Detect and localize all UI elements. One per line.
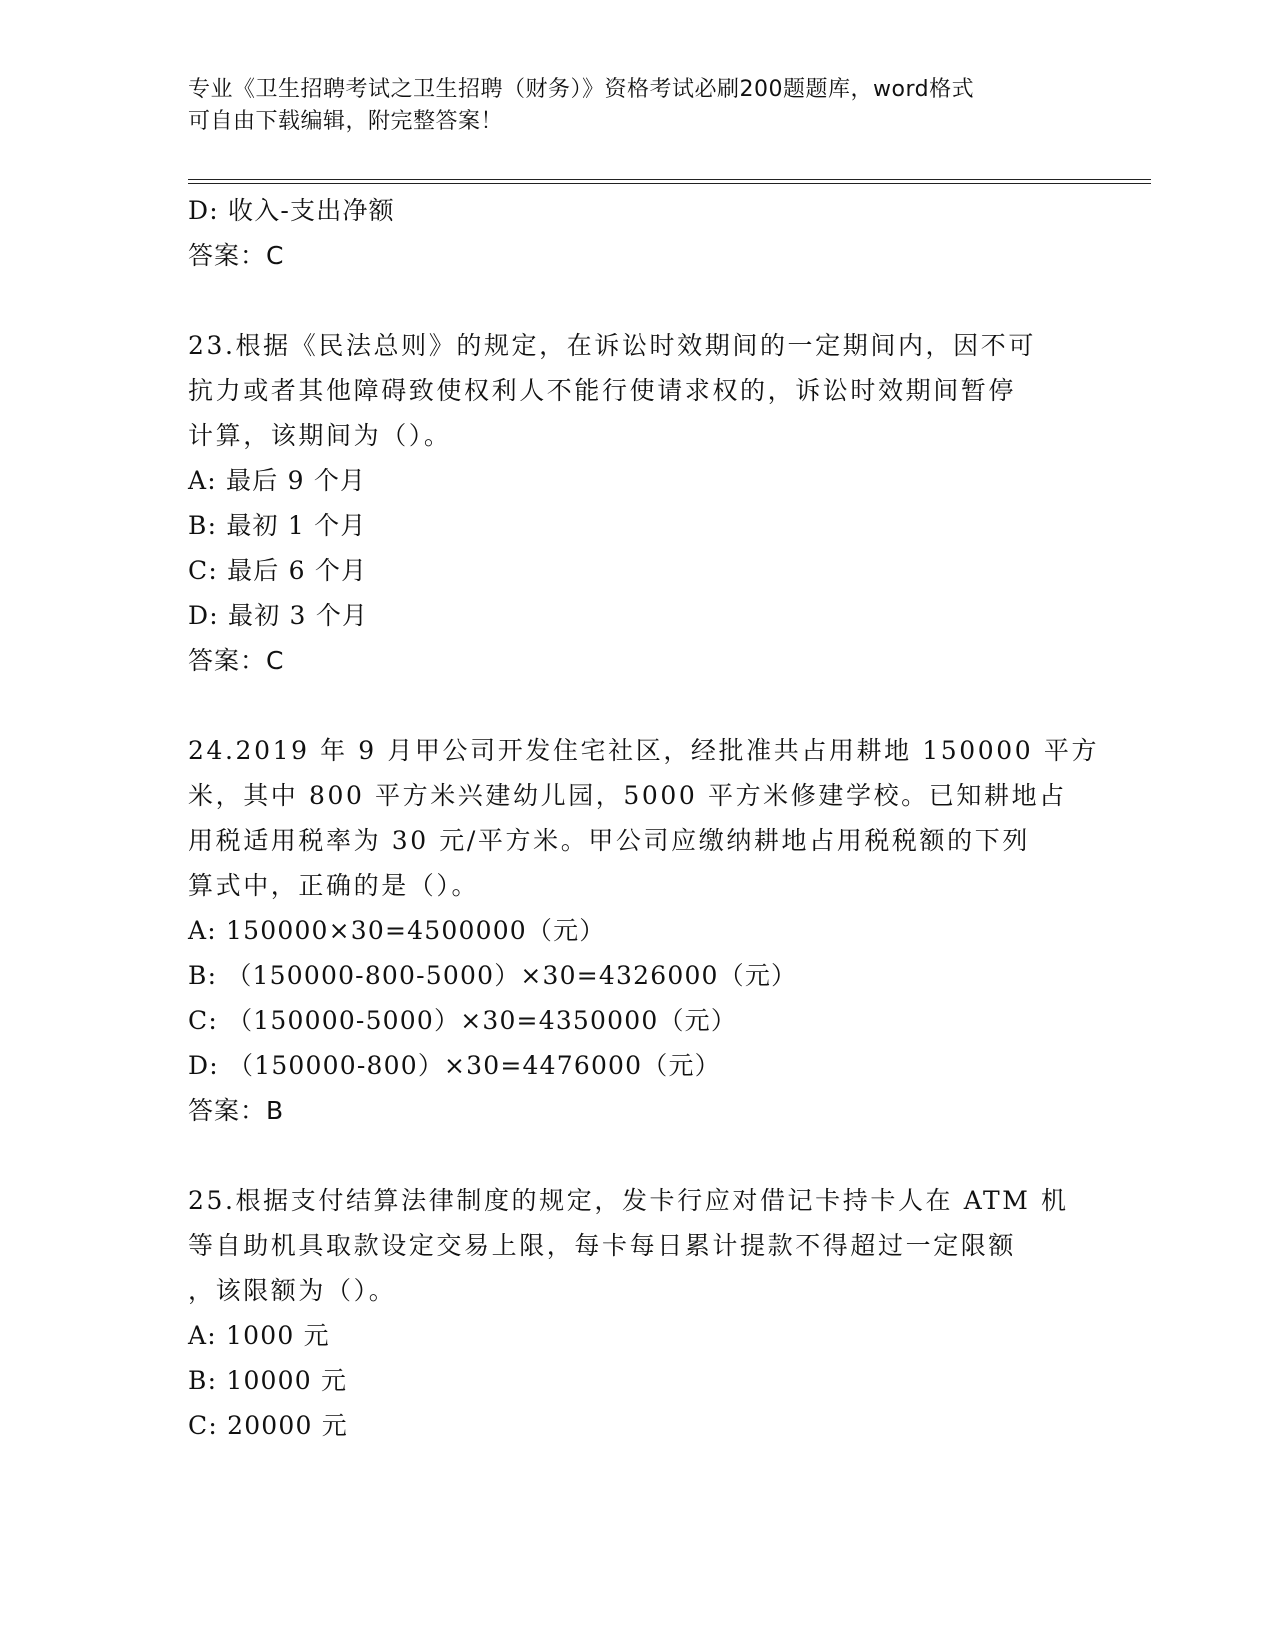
option-c: C: 最后 6 个月 (188, 556, 368, 585)
header-divider-top (188, 179, 1151, 180)
question-text (188, 728, 1100, 908)
question-24 (188, 728, 1100, 1133)
document-header (188, 74, 1068, 138)
answer-line: 答案：C (188, 241, 285, 270)
header-line-2: 可自由下载编辑，附完整答案！ (188, 109, 504, 134)
question-line: 24.2019 年 9 月甲公司开发住宅社区，经批准共占用耕地 150000 平方 (188, 736, 1100, 765)
answer-line: 答案：B (188, 1096, 285, 1125)
question-line: 抗力或者其他障碍致使权利人不能行使请求权的，诉讼时效期间暂停 (188, 376, 1017, 405)
option-a: A: 150000×30=4500000（元） (188, 916, 606, 945)
answer-line: 答案：C (188, 646, 285, 675)
header-divider-bottom (188, 183, 1151, 184)
question-line: 算式中，正确的是（）。 (188, 871, 480, 900)
option-b: B: 最初 1 个月 (188, 511, 367, 540)
question-line: 23.根据《民法总则》的规定，在诉讼时效期间的一定期间内，因不可 (188, 331, 1036, 360)
question-23 (188, 323, 1088, 683)
question-25 (188, 1178, 1088, 1448)
question-line: ，该限额为（）。 (188, 1276, 397, 1305)
option-b: B: （150000-800-5000）×30=4326000（元） (188, 961, 798, 990)
question-line: 用税适用税率为 30 元/平方米。甲公司应缴纳耕地占用税税额的下列 (188, 826, 1030, 855)
question-text (188, 1178, 1088, 1313)
option-c: C: 20000 元 (188, 1411, 348, 1440)
option-d: D: 收入-支出净额 (188, 196, 395, 225)
option-d: D: 最初 3 个月 (188, 601, 369, 630)
header-line-1: 专业《卫生招聘考试之卫生招聘（财务）》资格考试必刷200题题库，word格式 (188, 77, 975, 102)
option-a: A: 最后 9 个月 (188, 466, 367, 495)
option-a: A: 1000 元 (188, 1321, 330, 1350)
option-d: D: （150000-800）×30=4476000（元） (188, 1051, 721, 1080)
question-line: 等自助机具取款设定交易上限，每卡每日累计提款不得超过一定限额 (188, 1231, 1017, 1260)
question-text (188, 323, 1088, 458)
option-b: B: 10000 元 (188, 1366, 348, 1395)
question-line: 25.根据支付结算法律制度的规定，发卡行应对借记卡持卡人在 ATM 机 (188, 1186, 1069, 1215)
option-c: C: （150000-5000）×30=4350000（元） (188, 1006, 738, 1035)
question-line: 计算，该期间为（）。 (188, 421, 452, 450)
document-body (188, 188, 1100, 1448)
previous-question-tail (188, 188, 1088, 278)
question-line: 米，其中 800 平方米兴建幼儿园，5000 平方米修建学校。已知耕地占 (188, 781, 1067, 810)
